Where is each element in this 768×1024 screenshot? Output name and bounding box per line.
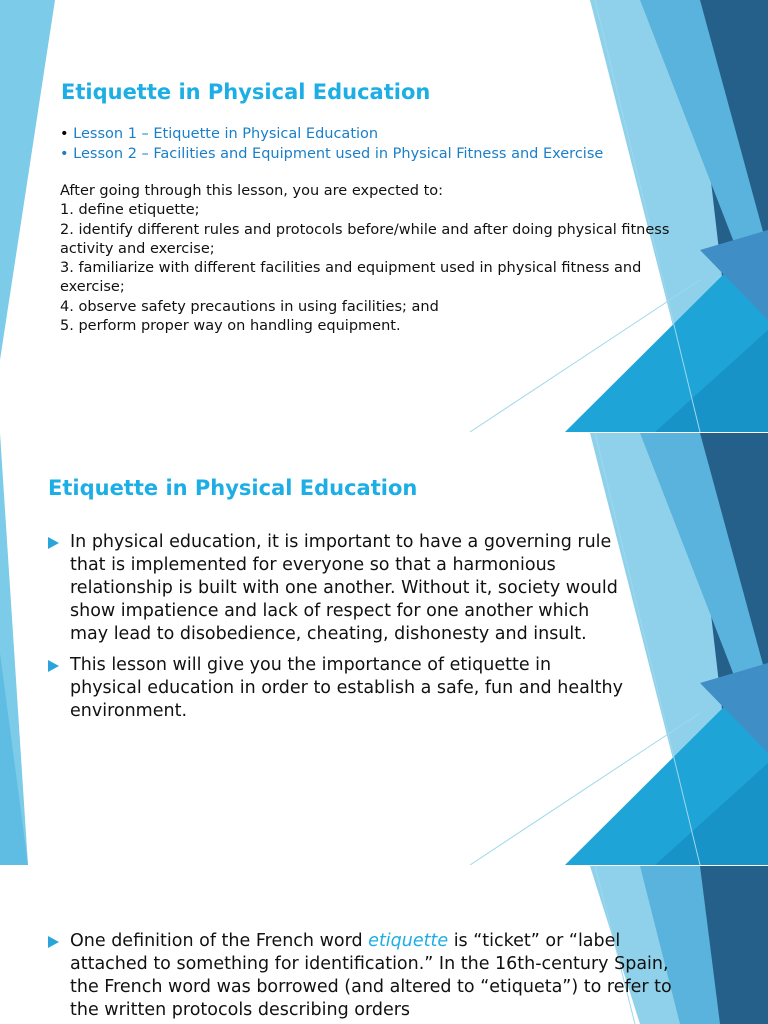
lesson-list (60, 124, 603, 164)
section-title: Etiquette in Physical Education (48, 476, 418, 500)
list-item (48, 930, 688, 1022)
page-title: Etiquette in Physical Education (61, 80, 431, 104)
bullet-marker: • (60, 146, 69, 162)
triangle-bullet-icon (48, 936, 59, 948)
bullet-list (48, 930, 688, 1024)
bullet-list (48, 531, 623, 731)
objective-item: 4. observe safety precautions in using facilities; and (60, 298, 439, 315)
objective-item: 2. identify different rules and protocols before/while and after doing physical fitness activity and exercise; (60, 221, 670, 257)
slide-1 (0, 0, 768, 432)
objective-item: 3. familiarize with different facilities and equipment used in physical fitness and exercise; (60, 260, 642, 296)
list-item[interactable] (60, 144, 603, 164)
bullet-marker: • (60, 126, 69, 142)
objective-item: 1. define etiquette; (60, 202, 200, 219)
bullet-text: This lesson will give you the importance of etiquette in physical education in order to establish a safe, fun and healthy environment. (70, 655, 623, 721)
slide-3 (0, 866, 768, 1024)
lesson-link[interactable]: Lesson 2 – Facilities and Equipment used in Physical Fitness and Exercise (73, 146, 604, 162)
highlighted-term: etiquette (368, 931, 449, 951)
slide-2 (0, 433, 768, 865)
triangle-bullet-icon (48, 660, 59, 672)
bullet-text: In physical education, it is important to have a governing rule that is implemented for everyone so that a harmonious relationship is built with one another. Without it, society would show impatience and lack of respect for one another which may lead to disobedience, cheating, dishonesty and insult. (70, 532, 618, 644)
list-item (48, 654, 623, 723)
objectives-block (60, 182, 680, 336)
triangle-bullet-icon (48, 537, 59, 549)
list-item (48, 531, 623, 646)
objective-item: 5. perform proper way on handling equipment. (60, 318, 401, 335)
bullet-text-before: One definition of the French word (70, 931, 369, 951)
list-item[interactable] (60, 124, 603, 144)
lesson-link[interactable]: Lesson 1 – Etiquette in Physical Education (73, 126, 379, 142)
objectives-intro: After going through this lesson, you are expected to: (60, 183, 444, 199)
bullet-text-after: is “ticket” or “label attached to something for identification.” In the 16th-century Spain, the French word was borrowed (and altered to “etiqueta”) to refer to the written protocols describing orders (70, 931, 672, 1020)
